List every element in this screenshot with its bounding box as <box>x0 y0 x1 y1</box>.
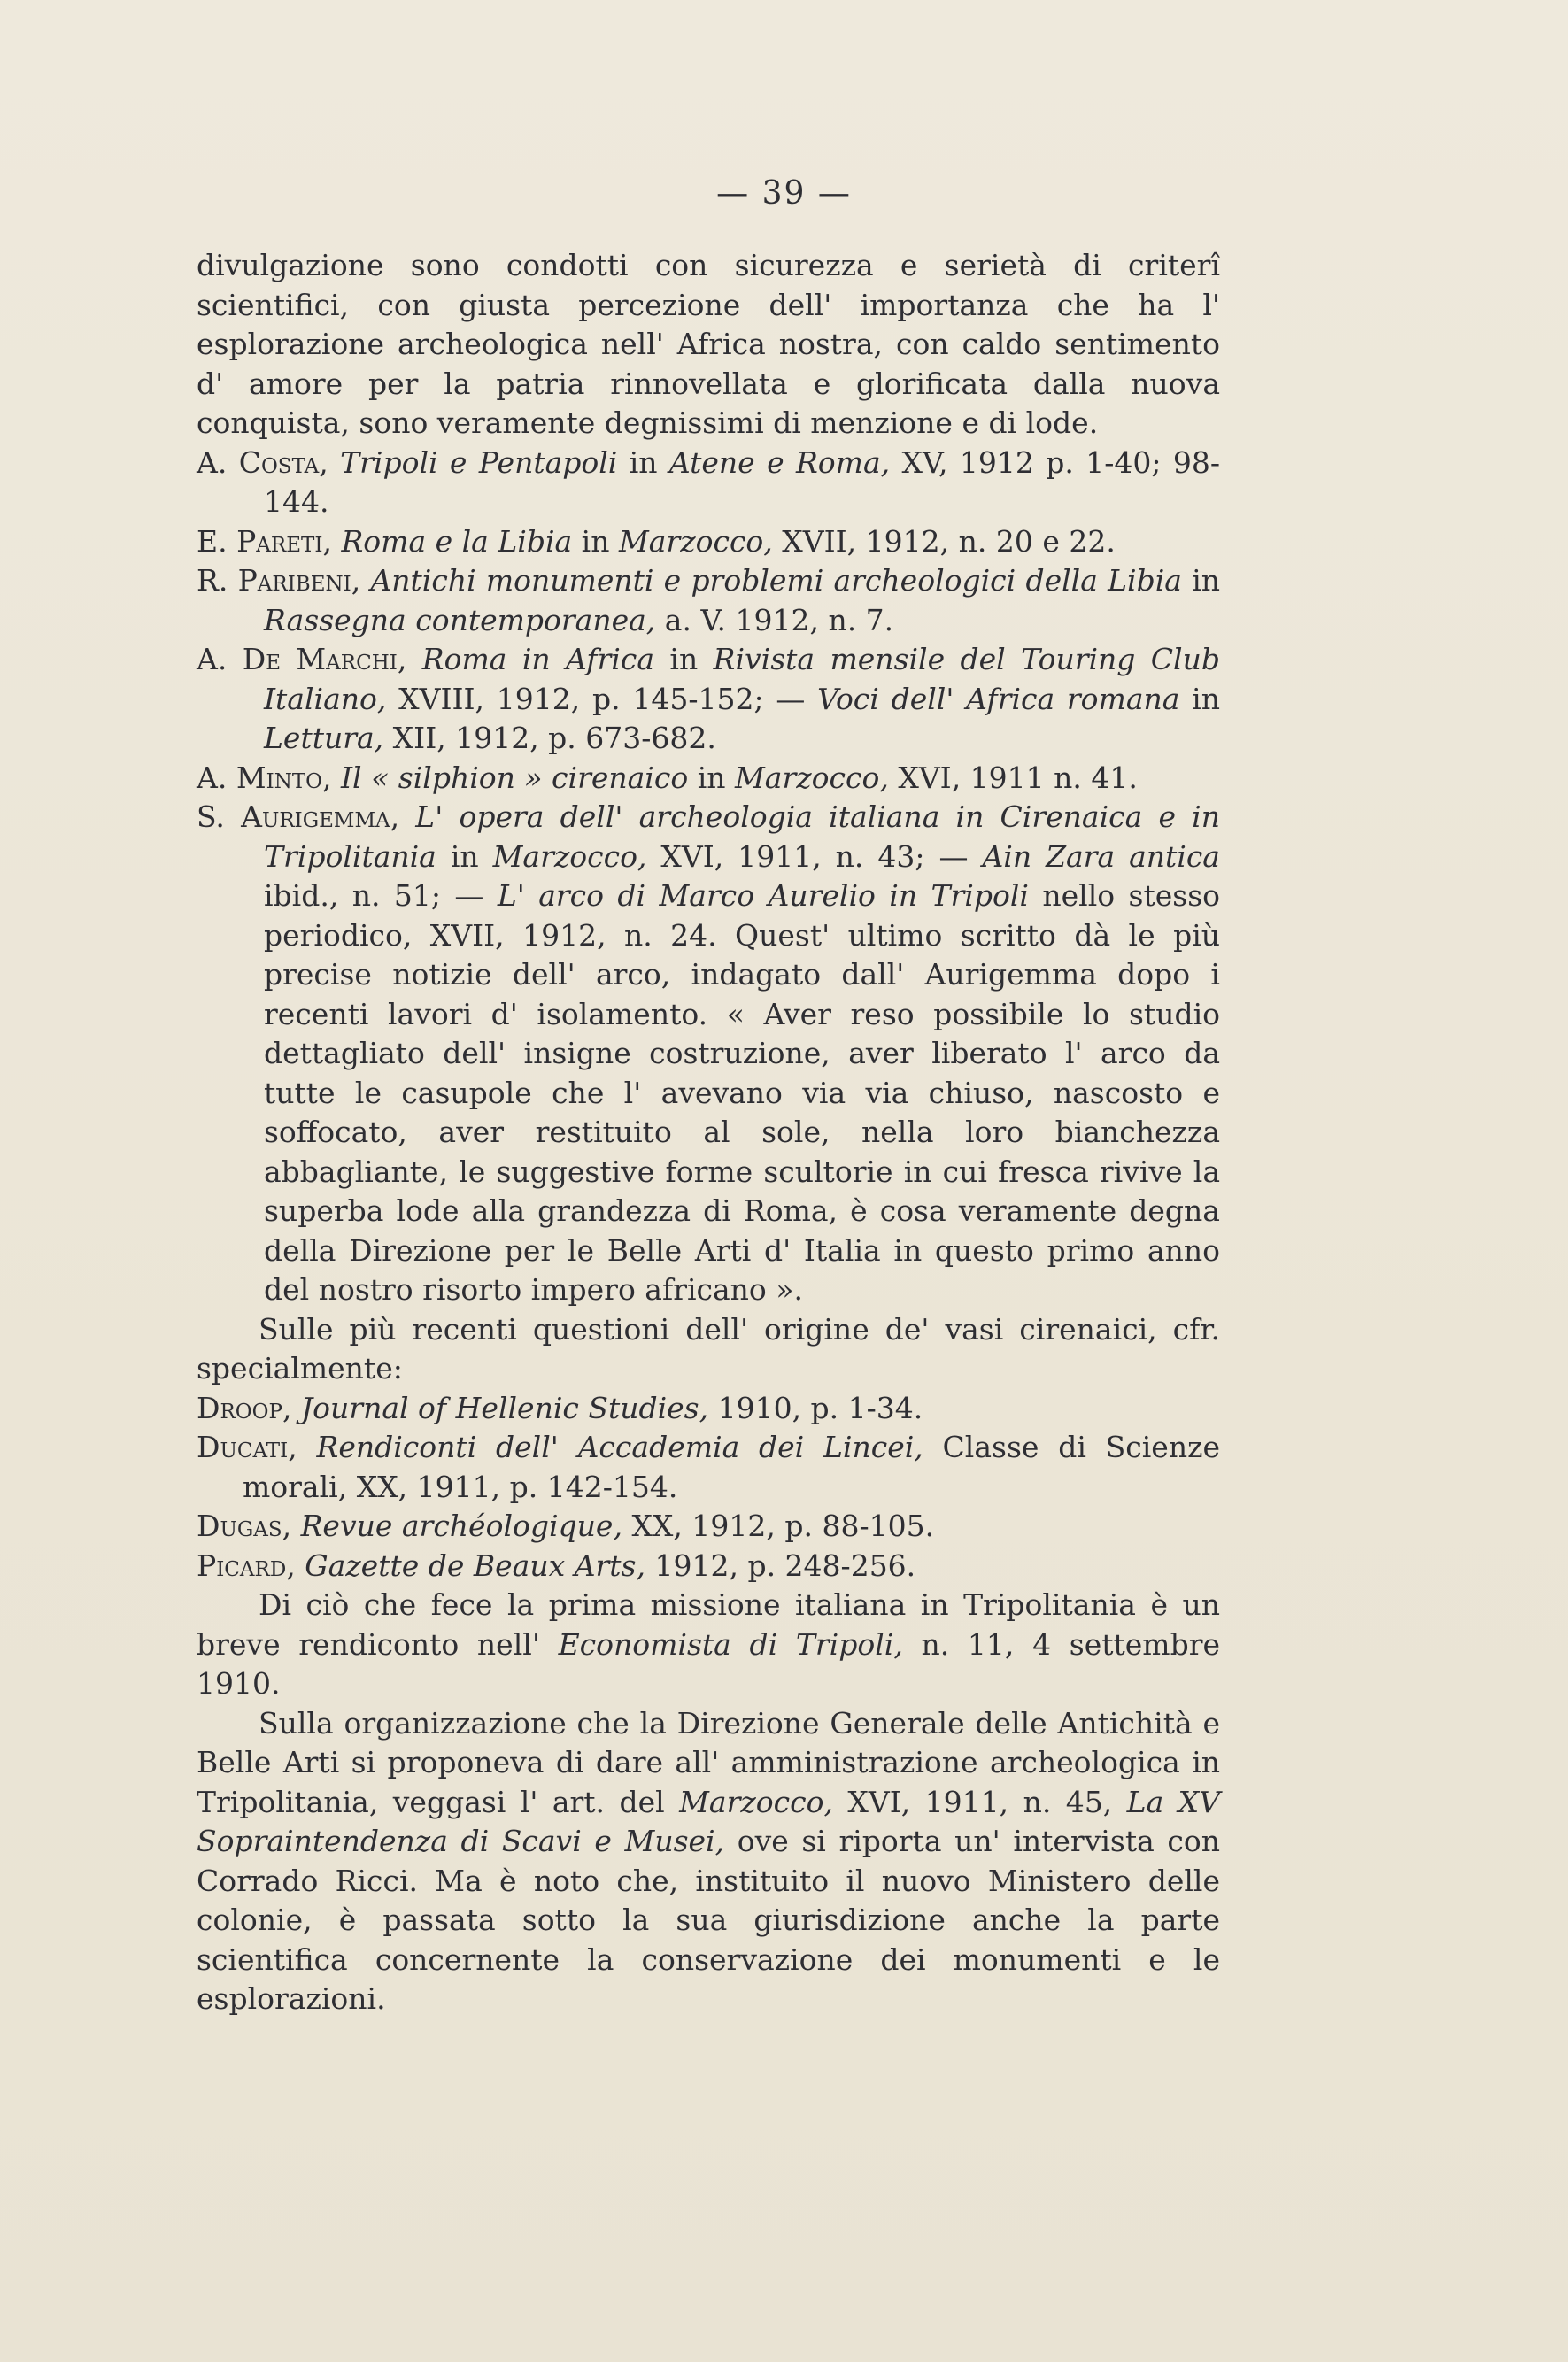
italic-title: Antichi monumenti e problemi archeologici della Libia <box>370 563 1182 598</box>
author-initial: A. <box>197 642 228 676</box>
plain-text: XV, 1912 p. 1-40; 98-144. <box>264 444 1220 519</box>
italic-title: Journal of Hellenic Studies, <box>300 1390 709 1425</box>
bibliography-entry <box>197 444 1220 522</box>
italic-title: L' arco di Marco Aurelio in Tripoli <box>497 878 1029 913</box>
italic-title: Il « silphion » cirenaico <box>341 760 689 795</box>
italic-title: Gazette de Beaux Arts, <box>305 1548 645 1583</box>
italic-title: Atene e Roma, <box>668 444 891 480</box>
italic-title: Rendiconti dell' Accademia dei Lincei, <box>316 1430 923 1464</box>
bibliography-entry <box>197 1389 1220 1429</box>
bibliography-entry <box>197 1547 1220 1586</box>
author-name: Minto, <box>236 760 332 795</box>
plain-text: in <box>572 523 619 559</box>
plain-text: nello stesso periodico, XVII, 1912, n. 24. Quest' ultimo scritto dà le più precise notizie dell' arco, indagato dall' Aurigemma dopo i recenti lavori d' isolamento. « Aver reso possibile lo studio dettagliato dell' insigne costruzione, aver liberato l' arco da tutte le casupole che l' avevano via via chiuso, nascosto e soffocato, aver restituito al sole, nella loro bianchezza abbagliante, le suggestive forme scultorie in cui fresca rivive la superba lode alla grandezza di Roma, è cosa veramente degna della Direzione per le Belle Arti d' Italia in questo primo anno del nostro risorto impero africano ». <box>264 878 1220 1307</box>
bibliography-entry <box>197 561 1220 640</box>
bibliography-libya <box>197 444 1220 1310</box>
plain-text: in <box>1181 563 1220 598</box>
plain-text: Classe di Scienze morali, XX, 1911, p. 142-154. <box>243 1430 1220 1504</box>
plain-text: XVI, 1911, n. 45, <box>832 1784 1127 1819</box>
italic-title: Ain Zara antica <box>982 838 1220 874</box>
plain-text: in <box>654 642 714 676</box>
plain-text: a. V. 1912, n. 7. <box>655 602 894 637</box>
author-initial: R. <box>197 563 228 598</box>
plain-text: XX, 1912, p. 88-105. <box>622 1509 935 1543</box>
italic-title: Revue archéologique, <box>300 1509 622 1543</box>
plain-text: XVII, 1912, n. 20 e 22. <box>772 523 1116 559</box>
plain-text: XII, 1912, p. 673-682. <box>383 721 716 755</box>
bibliography-entry <box>197 798 1220 1310</box>
plain-text: ove si riporta un' intervista con Corrado Ricci. Ma è noto che, instituito il nuovo Ministero delle colonie, è passata sotto la sua giurisdizione anche la parte scientifica concernente la conservazione dei monumenti e le esplorazioni. <box>197 1824 1220 2016</box>
bibliography-entry <box>197 1428 1220 1507</box>
italic-title: Lettura, <box>264 721 384 755</box>
italic-title: Roma in Africa <box>421 642 654 676</box>
plain-text: Di ciò che fece la prima missione italiana in Tripolitania è un breve rendiconto nell' <box>197 1587 1220 1662</box>
italic-title: Voci dell' Africa romana <box>817 681 1180 716</box>
bibliography-entry <box>197 640 1220 759</box>
plain-text: XVIII, 1912, p. 145-152; — <box>386 681 818 716</box>
author-name: Ducati, <box>197 1430 297 1464</box>
bibliography-entry <box>197 522 1220 562</box>
italic-title: Tripoli e Pentapoli <box>340 444 618 480</box>
italic-title: La XV Sopraintendenza di Scavi e Musei, <box>197 1784 1220 1858</box>
italic-title: Roma e la Libia <box>341 523 573 559</box>
plain-text: in <box>436 838 493 874</box>
organizzazione-paragraph <box>197 1704 1220 2019</box>
author-initial: A. <box>197 760 228 795</box>
page-body <box>197 246 1220 2019</box>
italic-title: Marzocco, <box>618 523 773 559</box>
author-name: Picard, <box>197 1548 296 1583</box>
plain-text: Sulla organizzazione che la Direzione Generale delle Antichità e Belle Arti si proponeva di dare all' amministrazione archeologica in Tripolitania, veggasi l' art. del <box>197 1705 1220 1819</box>
italic-title: Marzocco, <box>492 838 647 874</box>
italic-title: Rassegna contemporanea, <box>264 602 656 637</box>
intro-paragraph: divulgazione sono condotti con sicurezza e serietà di criterî scientifici, con giusta percezione dell' importanza che ha l' esplorazione archeologica nell' Africa nostra, con caldo sentimento d' amore per la patria rinnovellata e glorificata dalla nuova conquista, sono veramente degnissimi di menzione e di lode. <box>197 248 1220 440</box>
plain-text: XVI, 1911, n. 43; — <box>646 838 983 874</box>
author-initial: S. <box>197 799 225 834</box>
plain-text: in <box>617 444 669 480</box>
missione-paragraph <box>197 1586 1220 1704</box>
italic-title: Rivista mensile del Touring Club Italiano, <box>264 642 1220 716</box>
author-name: Aurigemma, <box>241 799 400 834</box>
author-name: De Marchi, <box>242 642 407 676</box>
author-initial: E. <box>197 523 228 559</box>
italic-title: Marzocco, <box>735 760 889 795</box>
plain-text: XVI, 1911 n. 41. <box>888 760 1138 795</box>
author-name: Costa, <box>238 444 328 480</box>
bibliography-entry <box>197 759 1220 799</box>
author-name: Paribeni, <box>237 563 361 598</box>
page-number: — 39 — <box>716 175 852 212</box>
author-name: Droop, <box>197 1390 292 1425</box>
author-initial: A. <box>197 444 228 480</box>
plain-text: 1910, p. 1-34. <box>708 1390 923 1425</box>
plain-text: ibid., n. 51; — <box>264 878 498 913</box>
italic-title: Marzocco, <box>679 1784 833 1819</box>
italic-title: Economista di Tripoli, <box>558 1626 903 1662</box>
author-name: Pareti, <box>236 523 332 559</box>
bibliography-vasi <box>197 1389 1220 1586</box>
plain-text: in <box>1179 681 1220 716</box>
italic-title: L' opera dell' archeologia italiana in Cirenaica e in Tripolitania <box>264 799 1220 874</box>
plain-text: in <box>688 760 736 795</box>
plain-text: n. 11, 4 settembre 1910. <box>197 1626 1220 1701</box>
vasi-intro-paragraph: Sulle più recenti questioni dell' origine de' vasi cirenaici, cfr. specialmente: <box>197 1311 1220 1386</box>
bibliography-entry <box>197 1507 1220 1547</box>
author-name: Dugas, <box>197 1509 292 1543</box>
plain-text: 1912, p. 248-256. <box>645 1548 916 1583</box>
